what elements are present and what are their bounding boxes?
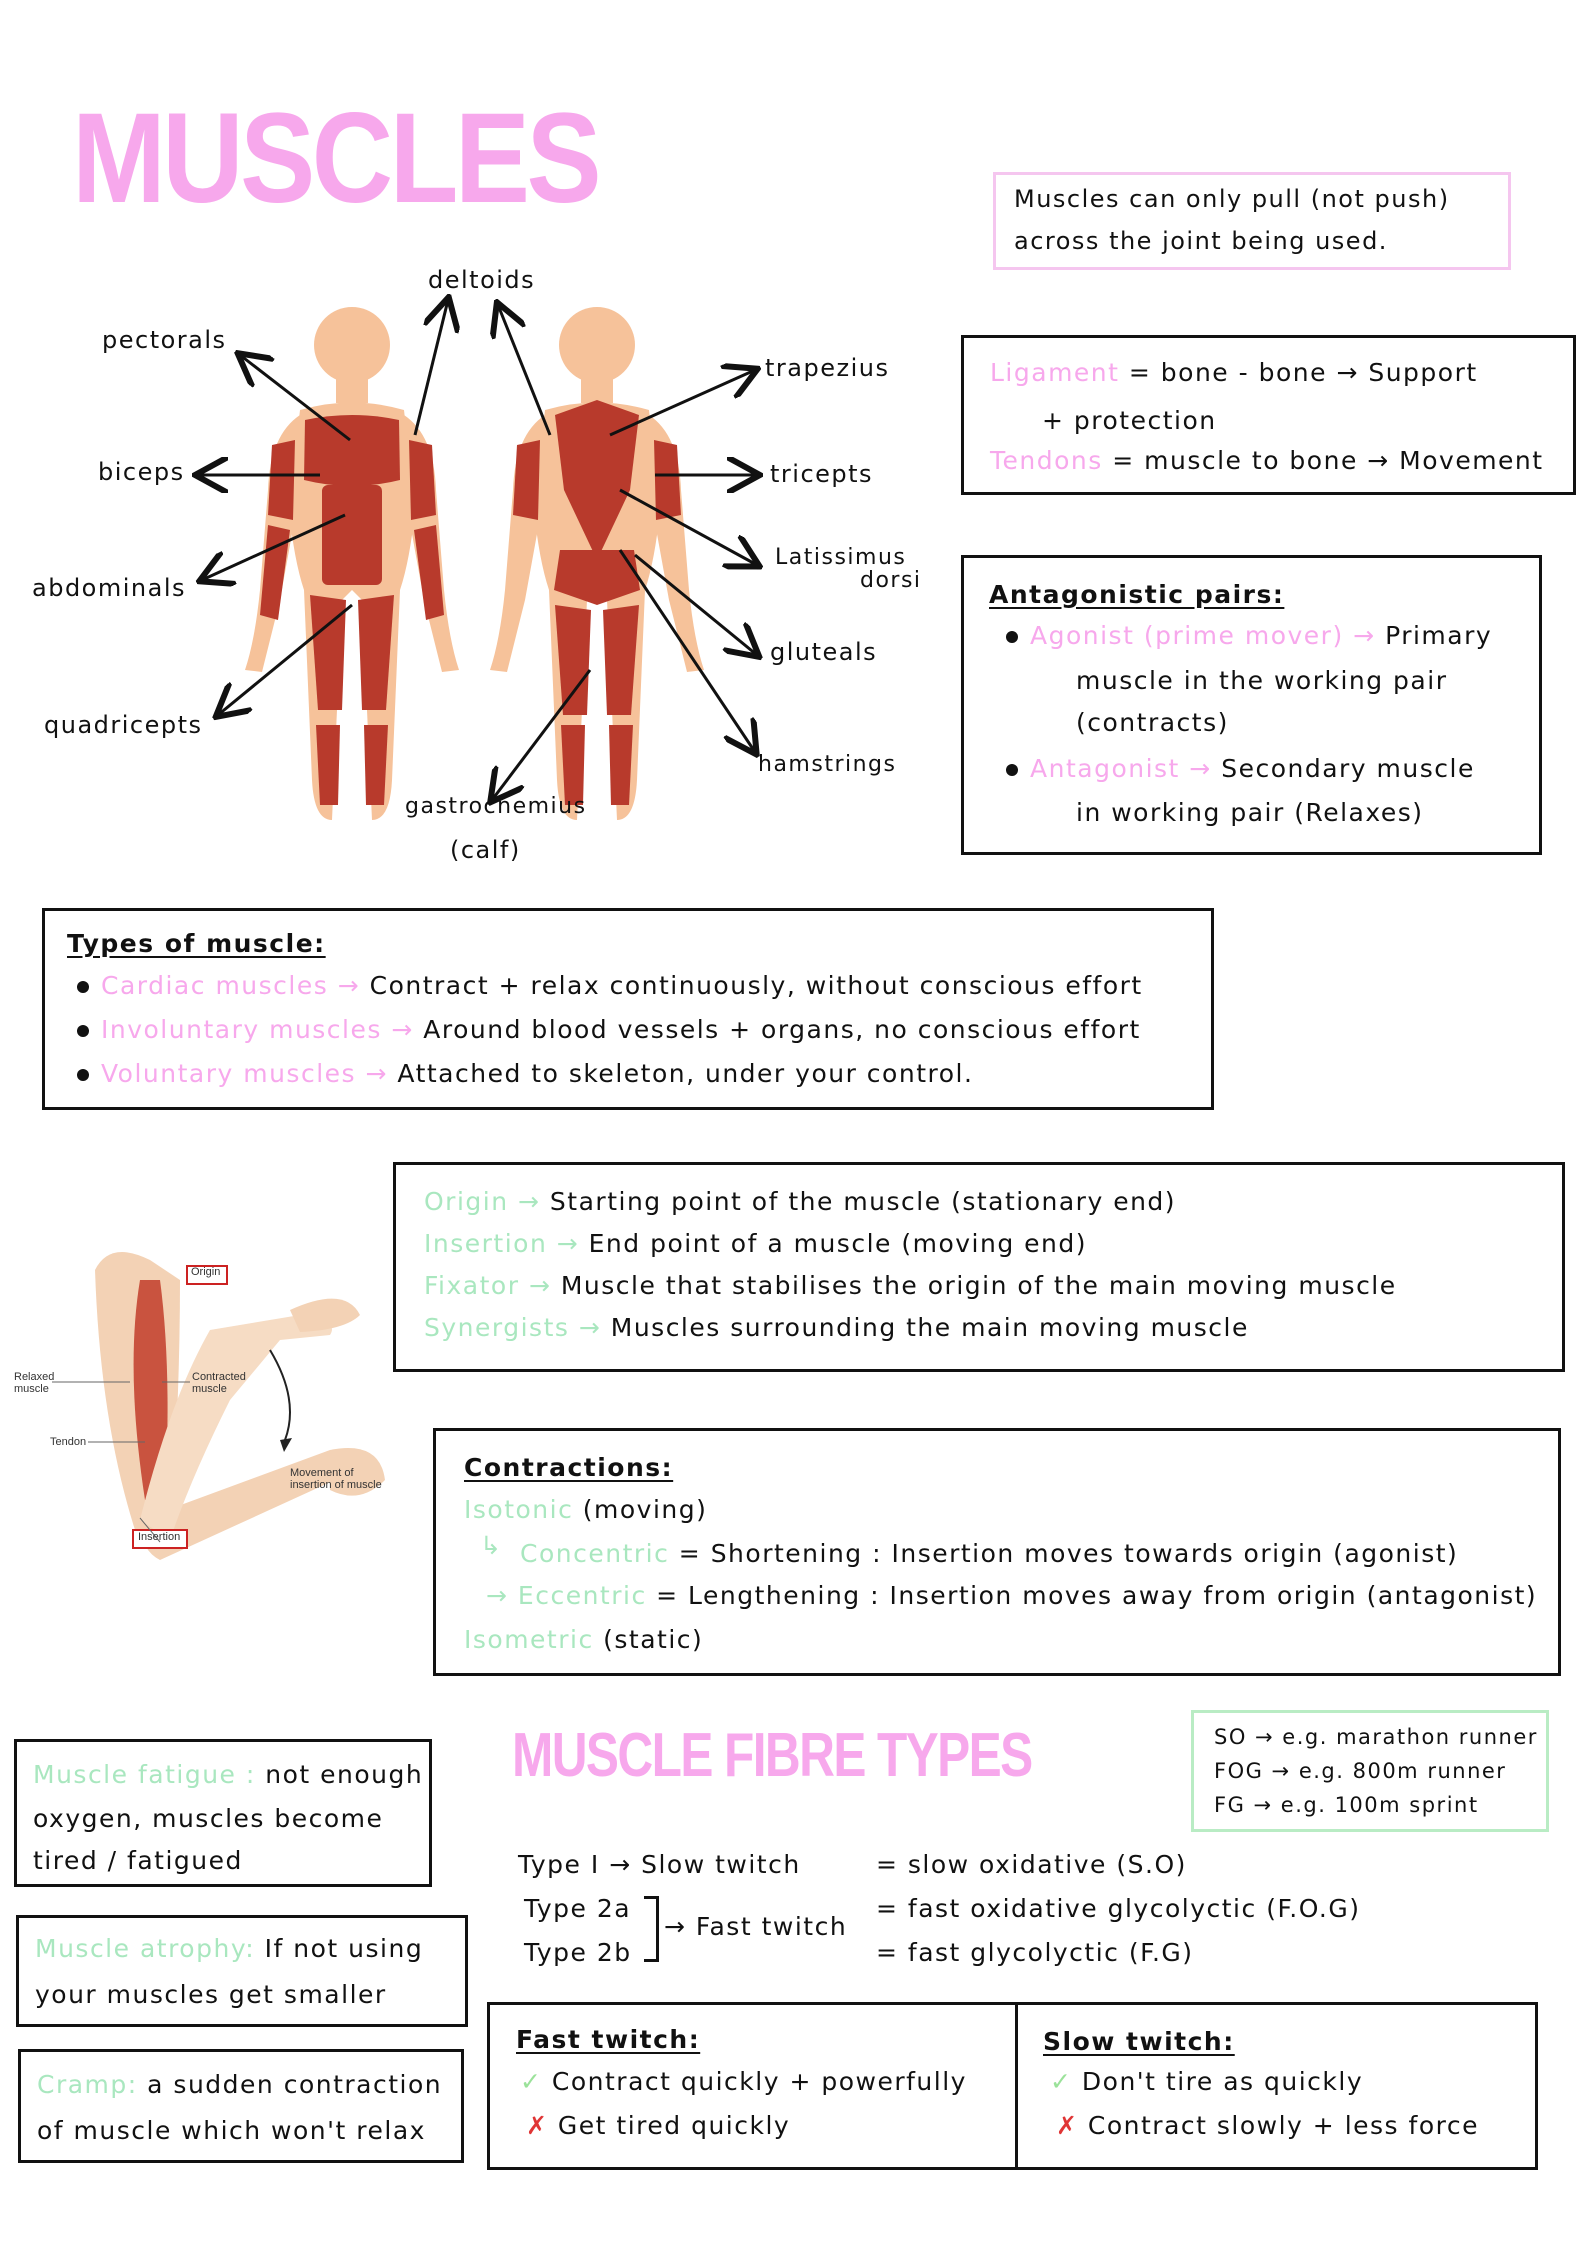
cross-icon: ✗: [1056, 2111, 1079, 2140]
cramp-def-2: of muscle which won't relax: [37, 2116, 426, 2145]
fast-twitch-label: → Fast twitch: [664, 1912, 848, 1941]
slow-con: Contract slowly + less force: [1087, 2111, 1479, 2140]
insertion-def: End point of a muscle (moving end): [588, 1229, 1088, 1258]
check-icon: ✓: [1050, 2067, 1073, 2096]
contractions-box: [433, 1428, 1561, 1676]
bullet-dot: [1006, 631, 1018, 643]
label-trapezius: trapezius: [765, 354, 890, 382]
arm-label-movement: Movement of insertion of muscle: [290, 1467, 382, 1491]
agonist-def: Primary: [1385, 621, 1493, 650]
slow-pro: Don't tire as quickly: [1081, 2067, 1364, 2096]
fatigue-def-2: oxygen, muscles become: [33, 1804, 384, 1833]
contractions-heading: Contractions:: [464, 1453, 674, 1482]
antagonist-def: Secondary muscle: [1221, 754, 1475, 783]
concentric-def: = Shortening : Insertion moves towards origin (agonist): [678, 1539, 1459, 1568]
type2a-label: Type 2a: [524, 1894, 632, 1923]
fatigue-def: not enough: [265, 1760, 424, 1789]
type1-label: Type I → Slow twitch: [518, 1850, 801, 1879]
ligament-box: [961, 335, 1576, 495]
isometric-term: Isometric: [464, 1625, 594, 1654]
ligament-def: = bone - bone → Support: [1128, 358, 1478, 387]
atrophy-term: Muscle atrophy:: [35, 1934, 256, 1963]
cramp-box: [18, 2049, 464, 2163]
page-title: MUSCLES: [72, 87, 599, 230]
tendons-def: = muscle to bone → Movement: [1112, 446, 1544, 475]
arm-label-contracted: Contracted muscle: [192, 1371, 246, 1395]
antagonistic-heading: Antagonistic pairs:: [989, 580, 1285, 609]
antagonist-def-2: in working pair (Relaxes): [1076, 798, 1424, 827]
insertion-term: Insertion →: [424, 1229, 580, 1258]
types-item-def: Around blood vessels + organs, no conscious effort: [423, 1015, 1141, 1044]
isotonic-term: Isotonic: [464, 1495, 574, 1524]
twitch-compare-box: [487, 2002, 1538, 2170]
isometric-def: (static): [603, 1625, 704, 1654]
bullet-dot: [1006, 764, 1018, 776]
fatigue-def-3: tired / fatigued: [33, 1846, 243, 1875]
label-latissimus: Latissimus: [775, 545, 907, 570]
arm-label-relaxed: Relaxed muscle: [14, 1371, 55, 1395]
label-triceps: tricepts: [770, 460, 874, 488]
types-item: [77, 1015, 1141, 1044]
label-quadriceps: quadricepts: [44, 711, 203, 739]
fibre-example: SO → e.g. marathon runner: [1214, 1725, 1538, 1749]
pull-note-line2: across the joint being used.: [1014, 227, 1388, 255]
antagonist-term: Antagonist →: [1030, 754, 1212, 783]
eccentric-def: = Lengthening : Insertion moves away from origin (antagonist): [656, 1581, 1538, 1610]
fibre-example: FOG → e.g. 800m runner: [1214, 1759, 1507, 1783]
arm-label-origin: Origin: [191, 1266, 221, 1278]
fixator-def: Muscle that stabilises the origin of the main moving muscle: [560, 1271, 1397, 1300]
label-deltoids: deltoids: [428, 266, 536, 294]
concentric-term: Concentric: [520, 1539, 670, 1568]
bracket-icon: [644, 1896, 659, 1962]
label-gastrocnemius: gastrocnemius: [405, 794, 587, 819]
label-calf: (calf): [450, 836, 521, 864]
bullet-dot: [77, 1069, 89, 1081]
arm-diagram: [0, 1220, 400, 1620]
atrophy-def-2: your muscles get smaller: [35, 1980, 387, 2009]
eccentric-term: Eccentric: [517, 1581, 647, 1610]
label-hamstrings: hamstrings: [758, 752, 897, 777]
types-box: [42, 908, 1214, 1110]
fast-heading: Fast twitch:: [516, 2025, 701, 2054]
type2b-def: = fast glycolyctic (F.G): [876, 1938, 1194, 1967]
check-icon: ✓: [520, 2067, 543, 2096]
agonist-def-2: muscle in the working pair: [1076, 666, 1448, 695]
types-item-term: Cardiac muscles →: [101, 971, 361, 1000]
agonist-def-3: (contracts): [1076, 708, 1229, 737]
fatigue-term: Muscle fatigue :: [33, 1760, 256, 1789]
cross-icon: ✗: [526, 2111, 549, 2140]
fast-pro: Contract quickly + powerfully: [551, 2067, 967, 2096]
synergists-def: Muscles surrounding the main moving muscle: [610, 1313, 1249, 1342]
label-biceps: biceps: [98, 458, 185, 486]
origin-box: [393, 1162, 1565, 1372]
fixator-term: Fixator →: [424, 1271, 552, 1300]
antagonistic-box: [961, 555, 1542, 855]
types-item: [77, 971, 1143, 1000]
divider: [1015, 2005, 1018, 2167]
type2a-def: = fast oxidative glycolyctic (F.O.G): [876, 1894, 1361, 1923]
cramp-term: Cramp:: [37, 2070, 138, 2099]
bullet-dot: [77, 1025, 89, 1037]
cramp-def: a sudden contraction: [147, 2070, 443, 2099]
atrophy-box: [16, 1915, 468, 2027]
synergists-term: Synergists →: [424, 1313, 602, 1342]
types-item-term: Involuntary muscles →: [101, 1015, 414, 1044]
types-item: [77, 1059, 973, 1088]
label-dorsi: dorsi: [860, 568, 922, 593]
ligament-term: Ligament: [990, 358, 1120, 387]
arm-label-tendon: Tendon: [50, 1436, 87, 1448]
tendons-term: Tendons: [990, 446, 1103, 475]
atrophy-def: If not using: [264, 1934, 424, 1963]
return-arrow-icon: ↳: [480, 1531, 503, 1560]
pull-note-line1: Muscles can only pull (not push): [1014, 185, 1450, 213]
arrow-icon: →: [486, 1581, 509, 1610]
isotonic-def: (moving): [582, 1495, 708, 1524]
label-gluteals: gluteals: [770, 638, 878, 666]
type2b-label: Type 2b: [524, 1938, 632, 1967]
slow-heading: Slow twitch:: [1043, 2027, 1235, 2056]
ligament-def-extra: + protection: [1042, 406, 1217, 435]
fast-con: Get tired quickly: [557, 2111, 791, 2140]
types-item-def: Contract + relax continuously, without conscious effort: [369, 971, 1143, 1000]
origin-term: Origin →: [424, 1187, 541, 1216]
arm-label-insertion: Insertion: [138, 1531, 181, 1543]
type1-def: = slow oxidative (S.O): [876, 1850, 1187, 1879]
types-item-def: Attached to skeleton, under your control.: [397, 1059, 974, 1088]
types-item-term: Voluntary muscles →: [101, 1059, 388, 1088]
bullet-dot: [77, 981, 89, 993]
fibre-examples-box: [1191, 1710, 1549, 1832]
types-heading: Types of muscle:: [67, 929, 326, 958]
label-pectorals: pectorals: [102, 326, 227, 354]
fatigue-box: [14, 1739, 432, 1887]
origin-def: Starting point of the muscle (stationary end): [549, 1187, 1177, 1216]
back-body-figure: [490, 307, 704, 820]
fibre-example: FG → e.g. 100m sprint: [1214, 1793, 1479, 1817]
label-abdominals: abdominals: [32, 574, 186, 602]
fibre-title: MUSCLE FIBRE TYPES: [512, 1721, 1032, 1790]
pull-note-box: [993, 172, 1511, 270]
agonist-term: Agonist (prime mover) →: [1030, 621, 1376, 650]
